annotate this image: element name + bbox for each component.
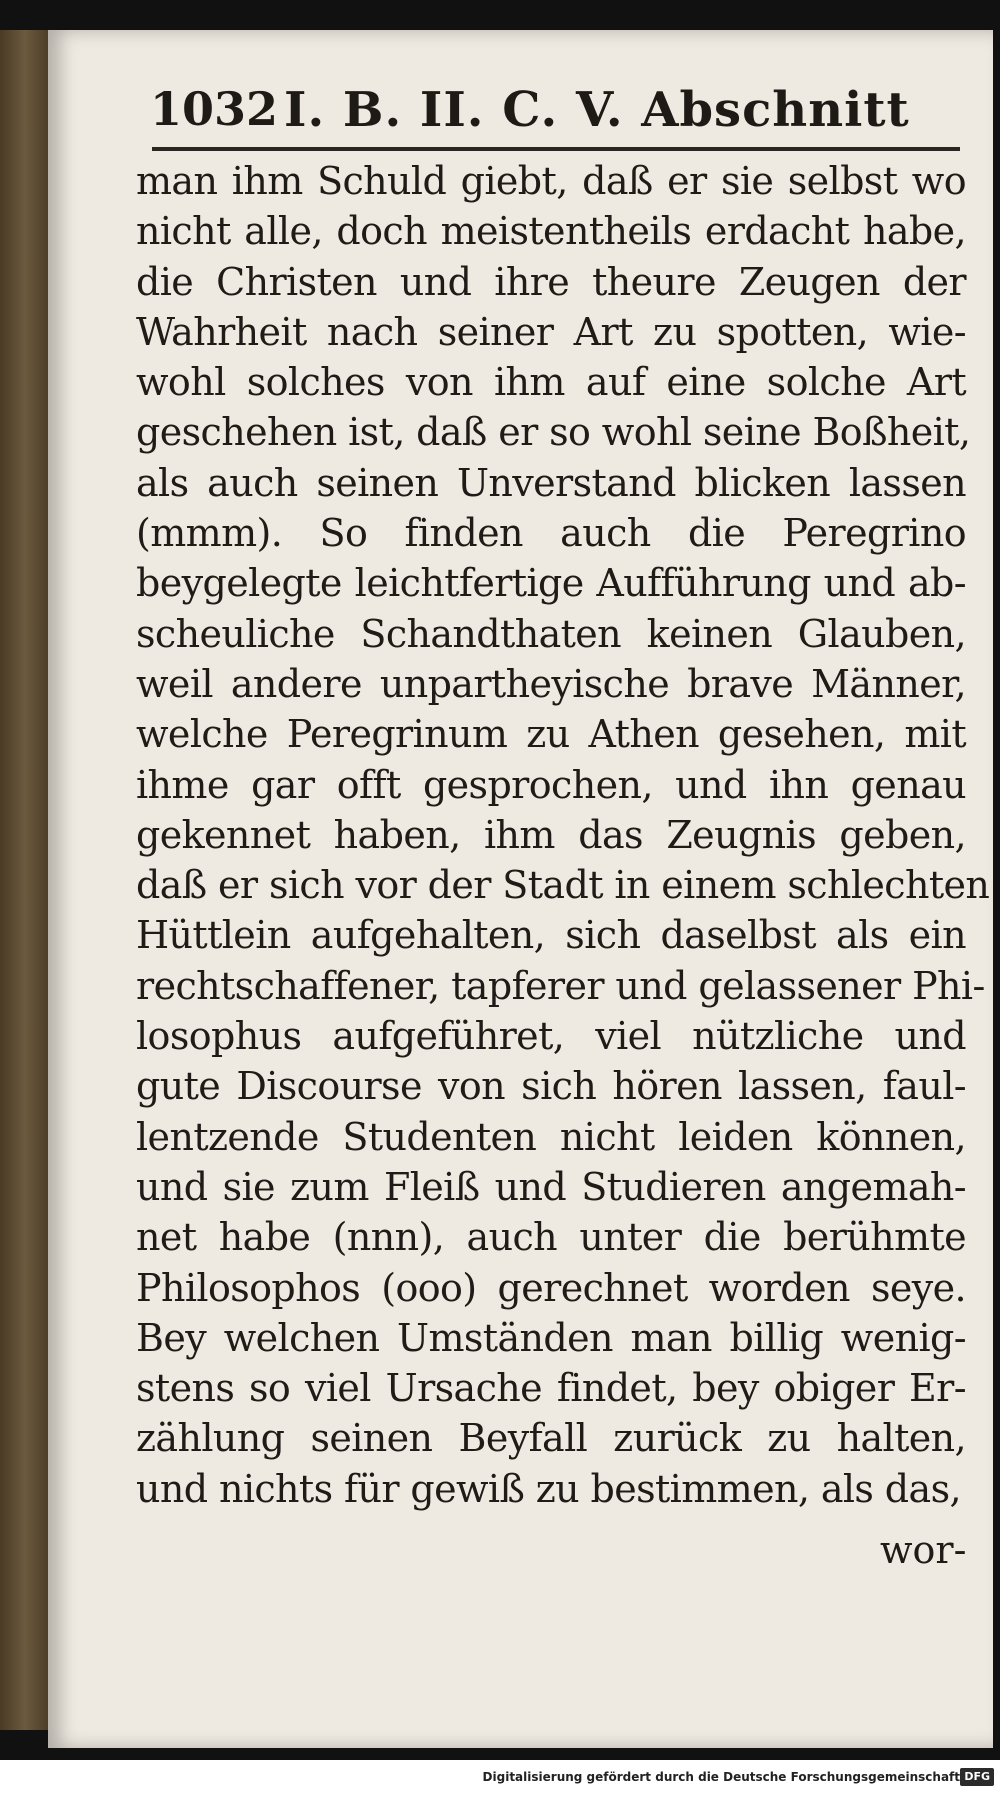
text-line: scheuliche Schandthaten keinen Glauben, — [136, 611, 966, 656]
text-line: stens so viel Ursache findet, bey obiger Er- — [136, 1366, 966, 1411]
text-line: gekennet haben, ihm das Zeugnis geben, — [136, 812, 966, 857]
text-line: losophus aufgeführet, viel nützliche und — [136, 1014, 966, 1059]
text-line: Wahrheit nach seiner Art zu spotten, wie- — [136, 309, 966, 354]
text-line: welche Peregrinum zu Athen gesehen, mit — [136, 712, 966, 757]
catchword: wor- — [880, 1528, 967, 1572]
text-line: die Christen und ihre theure Zeugen der — [136, 259, 966, 304]
funding-note: Digitalisierung gefördert durch die Deutsche Forschungsgemeinschaft — [482, 1770, 960, 1784]
text-line: Philosophos (ooo) gerechnet worden seye. — [136, 1265, 966, 1310]
text-line: ihme gar offt gesprochen, und ihn genau — [136, 762, 966, 807]
running-title: I. B. II. C. V. Abschnitt — [284, 82, 910, 138]
text-line: weil andere unpartheyische brave Männer, — [136, 661, 966, 706]
text-line: (mmm). So finden auch die Peregrino — [136, 511, 966, 556]
text-line: nicht alle, doch meistentheils erdacht habe, — [136, 209, 966, 254]
text-line: beygelegte leichtfertige Aufführung und ab- — [136, 561, 966, 606]
text-line: als auch seinen Unverstand blicken lassen — [136, 460, 966, 505]
digitization-footer — [0, 1760, 1000, 1795]
dfg-logo: DFG — [960, 1768, 994, 1786]
text-line: net habe (nnn), auch unter die berühmte — [136, 1215, 966, 1260]
text-line: und sie zum Fleiß und Studieren angemah- — [136, 1164, 966, 1209]
text-line: Hüttlein aufgehalten, sich daselbst als ein — [136, 913, 966, 958]
text-line: lentzende Studenten nicht leiden können, — [136, 1114, 966, 1159]
text-line: rechtschaffener, tapferer und gelassener Phi- — [136, 963, 985, 1008]
text-line: zählung seinen Beyfall zurück zu halten, — [136, 1416, 966, 1461]
page-number: 1032 — [150, 82, 279, 136]
text-line: daß er sich vor der Stadt in einem schlechten — [136, 863, 990, 908]
header-rule — [152, 147, 960, 151]
text-line: Bey welchen Umständen man billig wenig- — [136, 1315, 966, 1360]
text-line: und nichts für gewiß zu bestimmen, als das, — [136, 1466, 961, 1511]
page-header — [98, 82, 958, 148]
text-line: wohl solches von ihm auf eine solche Art — [136, 360, 966, 405]
text-line: gute Discourse von sich hören lassen, faul- — [136, 1064, 966, 1109]
text-line: man ihm Schuld giebt, daß er sie selbst wo — [136, 159, 966, 203]
body-text — [136, 156, 990, 1514]
text-line: geschehen ist, daß er so wohl seine Boßheit, — [136, 410, 971, 455]
